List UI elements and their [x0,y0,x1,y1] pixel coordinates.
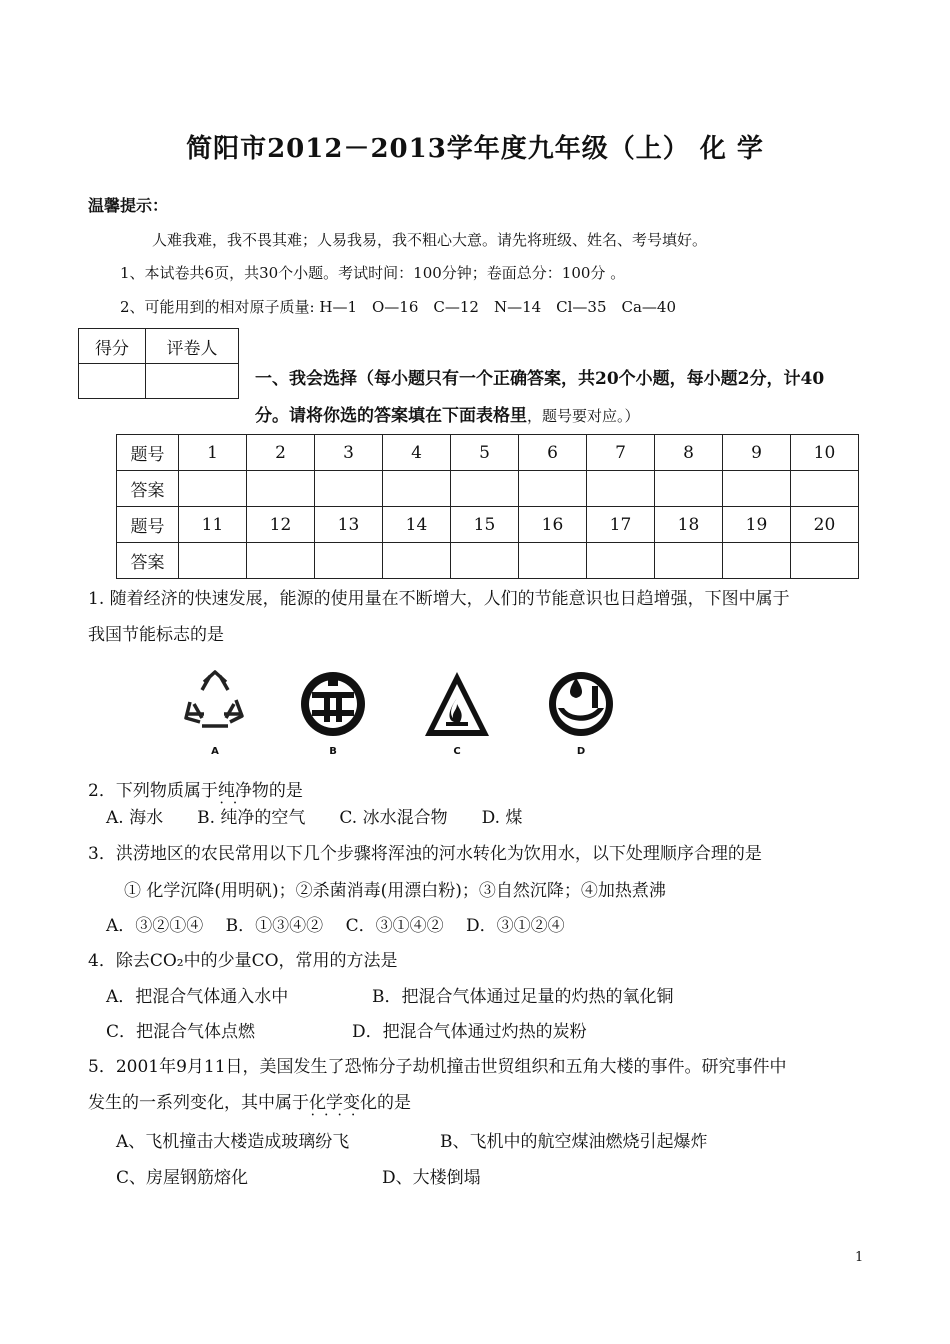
logo-option-c [422,668,492,758]
q5-stem-start: 发生的一系列变化，其中属于 [88,1093,309,1113]
answer-label: 答案 [117,471,179,507]
q5-option-a: A、飞机撞击大楼造成玻璃纷飞 [116,1132,350,1152]
question-number: 15 [451,507,519,543]
q5-stem-emphasis: 化学变化 • • • • [309,1093,377,1113]
question-number: 5 [451,435,519,471]
answer-row-1 [117,471,859,507]
answer-cell[interactable] [247,471,315,507]
answer-row-2 [117,543,859,579]
answer-cell[interactable] [587,471,655,507]
answer-cell[interactable] [723,471,791,507]
q3-options: A．③②①④ B．①③④② C．③①④② D．③①②④ [106,916,565,936]
section-1-instruction-note: ，题号要对应。） [527,407,640,425]
energy-saving-icon [298,668,368,744]
tips-label: 温馨提示： [88,196,169,215]
question-number: 16 [519,507,587,543]
tips-line-3: 2、可能用到的相对原子质量: H—1 O—16 C—12 N—14 Cl—35 Ca—40 [120,298,677,316]
logo-option-b [298,668,368,758]
page-title: 简阳市2012－2013学年度九年级（上） 化 学 [186,134,764,164]
q2-options: A. 海水 B. 纯净的空气 C. 冰水混合物 D. 煤 [106,808,523,828]
answer-cell[interactable] [791,543,859,579]
answer-cell[interactable] [723,543,791,579]
q5-option-b: B、飞机中的航空煤油燃烧引起爆炸 [440,1132,708,1152]
question-number: 18 [655,507,723,543]
logo-label-c: C [453,746,461,757]
q4-stem: 4．除去CO₂中的少量CO，常用的方法是 [88,951,398,971]
q4-option-a: A．把混合气体通入水中 [106,987,289,1007]
question-number: 12 [247,507,315,543]
logo-label-a: A [211,746,219,757]
answer-cell[interactable] [519,471,587,507]
score-box [78,328,239,399]
q5-stem-end: 的是 [377,1093,411,1113]
answer-cell[interactable] [791,471,859,507]
answer-table [116,434,859,579]
q5-option-c: C、房屋钢筋熔化 [116,1168,249,1188]
answer-cell[interactable] [383,471,451,507]
number-row-1 [117,435,859,471]
page-number: 1 [855,1250,864,1265]
q4-option-c: C．把混合气体点燃 [106,1022,256,1042]
q4-option-b: B．把混合气体通过足量的灼热的氧化铜 [372,987,674,1007]
question-number: 20 [791,507,859,543]
answer-cell[interactable] [587,543,655,579]
logo-label-d: D [576,746,586,757]
answer-cell[interactable] [179,471,247,507]
q2-stem-start: 2．下列物质属于 [88,781,218,801]
answer-cell[interactable] [315,471,383,507]
q1-stem-line-2: 我国节能标志的是 [88,625,224,645]
answer-label: 答案 [117,543,179,579]
question-number: 14 [383,507,451,543]
q5-option-d: D、大楼倒塌 [382,1168,481,1188]
water-saving-icon [546,668,616,744]
number-label: 题号 [117,507,179,543]
logo-option-a [180,668,250,758]
answer-cell[interactable] [179,543,247,579]
q5-stem-line-2 [88,1088,411,1113]
tips-line-1: 人难我难，我不畏其难；人易我易，我不粗心大意。请先将班级、姓名、考号填好。 [152,231,708,249]
logo-option-d [546,668,616,758]
question-number: 1 [179,435,247,471]
recycle-icon [180,668,250,744]
q2-stem-emphasis: 纯净物 • • [218,781,269,801]
question-number: 7 [587,435,655,471]
answer-cell[interactable] [519,543,587,579]
question-number: 3 [315,435,383,471]
grader-header: 评卷人 [146,329,239,364]
question-number: 17 [587,507,655,543]
q1-stem-line-1: 1. 随着经济的快速发展，能源的使用量在不断增大，人们的节能意识也日趋增强，下图中属于 [88,589,790,609]
grader-cell[interactable] [146,364,239,399]
answer-cell[interactable] [655,471,723,507]
q2-stem [88,776,303,801]
question-number: 2 [247,435,315,471]
section-1-heading: 一、我会选择（每小题只有一个正确答案，共20个小题，每小题2分，计40 [255,369,825,389]
question-number: 19 [723,507,791,543]
question-number: 11 [179,507,247,543]
answer-cell[interactable] [315,543,383,579]
q3-stem: 3．洪涝地区的农民常用以下几个步骤将浑浊的河水转化为饮用水，以下处理顺序合理的是 [88,844,762,864]
score-cell[interactable] [79,364,146,399]
q3-steps: ① 化学沉降(用明矾)；②杀菌消毒(用漂白粉)；③自然沉降；④加热煮沸 [124,881,666,901]
number-label: 题号 [117,435,179,471]
number-row-2 [117,507,859,543]
answer-cell[interactable] [247,543,315,579]
question-number: 8 [655,435,723,471]
answer-cell[interactable] [383,543,451,579]
q4-option-d: D．把混合气体通过灼热的炭粉 [352,1022,587,1042]
question-number: 4 [383,435,451,471]
question-number: 9 [723,435,791,471]
section-1-instruction-bold: 分。请将你选的答案填在下面表格里 [255,406,527,426]
answer-cell[interactable] [655,543,723,579]
q2-stem-end: 的是 [268,781,303,801]
answer-cell[interactable] [451,471,519,507]
flammable-warning-icon [422,668,492,744]
answer-cell[interactable] [451,543,519,579]
section-1-instruction [255,401,640,426]
question-number: 13 [315,507,383,543]
q5-stem-line-1: 5．2001年9月11日，美国发生了恐怖分子劫机撞击世贸组织和五角大楼的事件。研究事件中 [88,1057,787,1077]
logo-label-b: B [329,746,337,757]
score-header: 得分 [79,329,146,364]
tips-line-2: 1、本试卷共6页，共30个小题。考试时间：100分钟；卷面总分：100分 。 [120,264,626,282]
question-number: 10 [791,435,859,471]
question-number: 6 [519,435,587,471]
